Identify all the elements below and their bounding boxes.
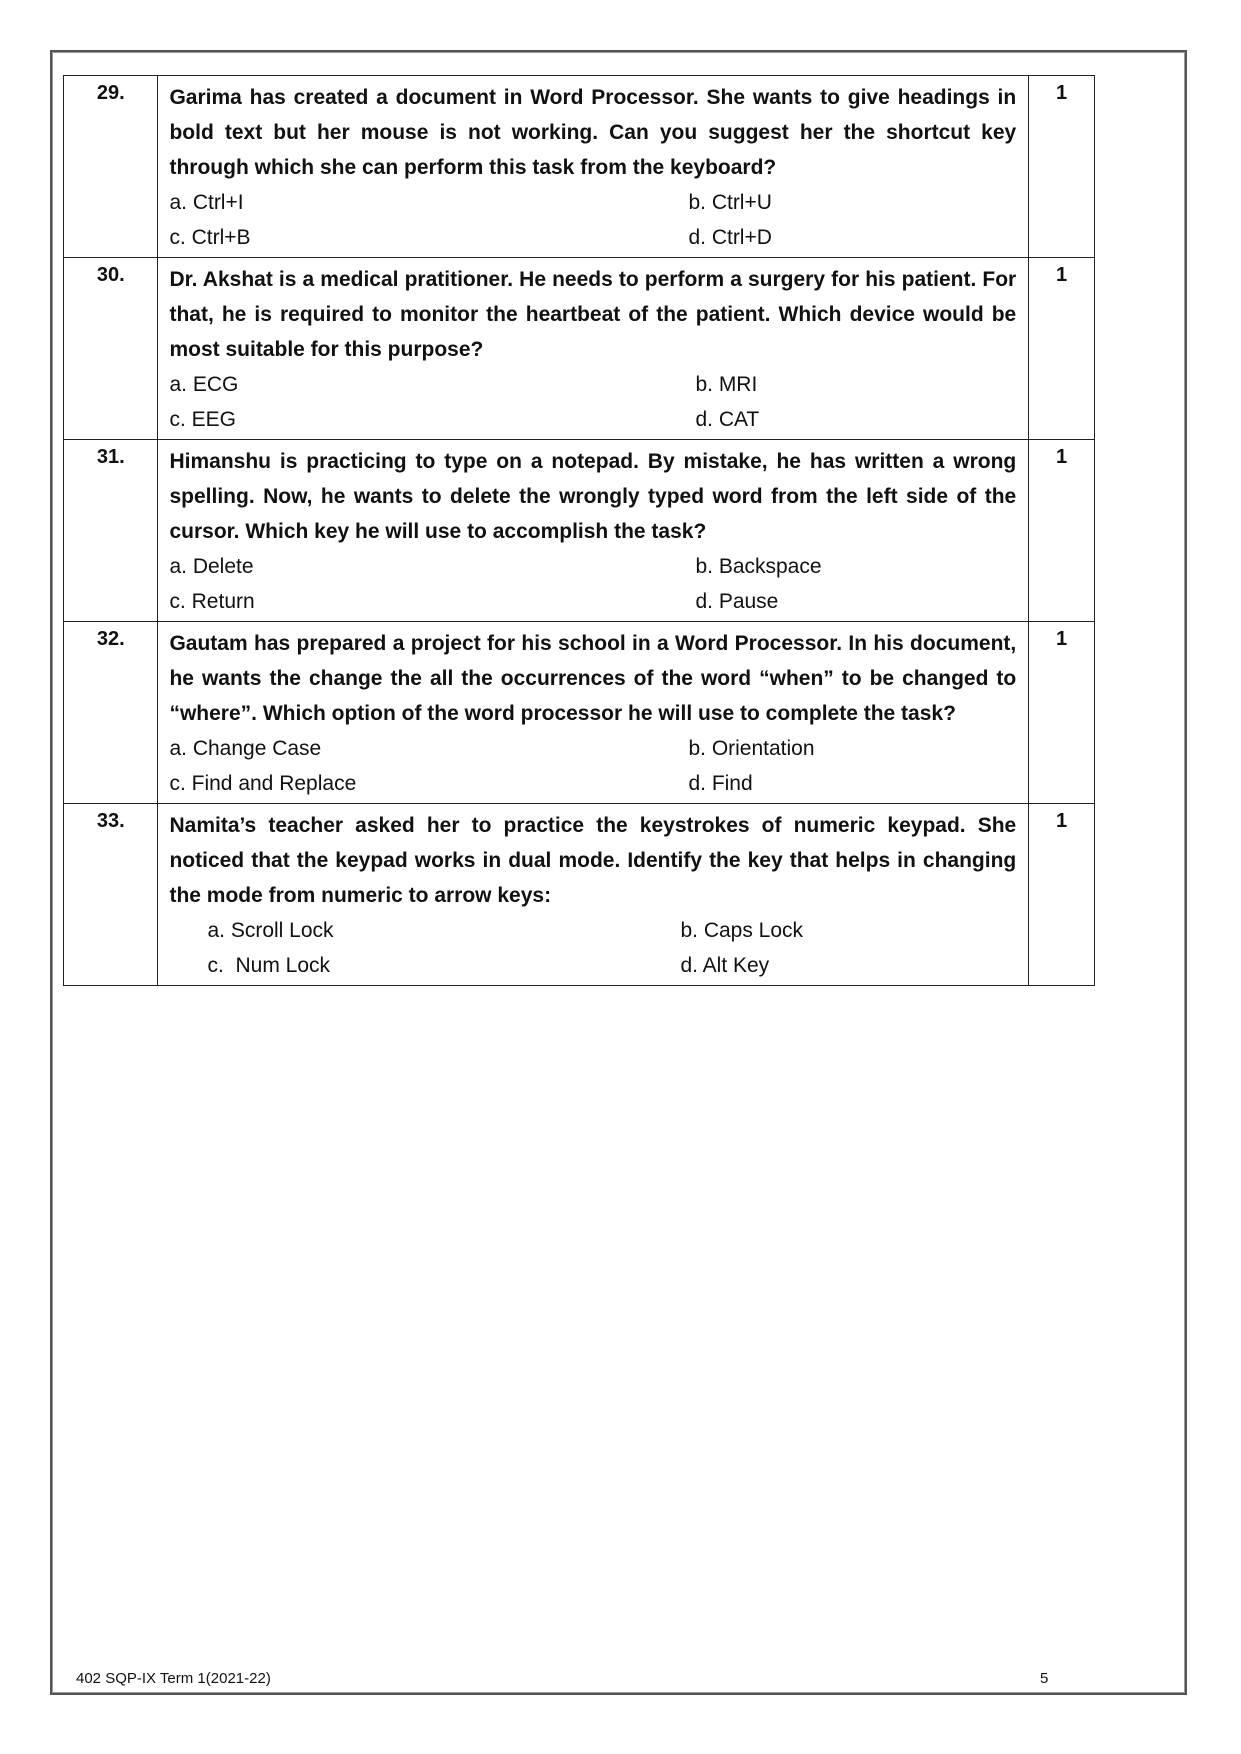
option-d: d. Alt Key	[680, 954, 770, 977]
question-text: Garima has created a document in Word Processor. She wants to give headings in bold text but her mouse is not working. Can you suggest her the shortcut key through which she can perform this task from the keyboard?	[169, 86, 1017, 179]
option-d: d. Ctrl+D	[688, 226, 772, 249]
option-c: c. Num Lock	[207, 954, 331, 977]
question-number: 30.	[64, 258, 158, 440]
question-body	[158, 622, 1029, 804]
option-a: a. ECG	[169, 373, 239, 396]
question-marks: 1	[1029, 440, 1095, 622]
question-row-33	[64, 804, 1095, 986]
option-c: c. Ctrl+B	[169, 226, 251, 249]
option-a: a. Ctrl+I	[169, 191, 244, 214]
options-grid	[169, 731, 1016, 801]
option-b: b. Ctrl+U	[688, 191, 772, 214]
question-row-31	[64, 440, 1095, 622]
question-body	[158, 258, 1029, 440]
options-grid	[169, 913, 1016, 983]
option-b: b. Caps Lock	[680, 919, 804, 942]
options-grid	[169, 549, 1016, 619]
questions-table	[63, 75, 1095, 986]
option-c: c. EEG	[169, 408, 236, 431]
option-c: c. Return	[169, 590, 255, 613]
option-a: a. Delete	[169, 555, 254, 578]
question-body	[158, 804, 1029, 986]
option-d: d. Find	[688, 772, 753, 795]
question-text: Gautam has prepared a project for his school in a Word Processor. In his document, he wants the change the all the occurrences of the word “when” to be changed to “where”. Which option of the word processor he will use to complete the task?	[169, 632, 1017, 725]
option-a: a. Change Case	[169, 737, 322, 760]
options-grid	[169, 185, 1016, 255]
question-marks: 1	[1029, 622, 1095, 804]
question-marks: 1	[1029, 258, 1095, 440]
question-number: 32.	[64, 622, 158, 804]
option-d: d. CAT	[695, 408, 760, 431]
footer-page-number: 5	[1040, 1670, 1049, 1687]
question-text: Namita’s teacher asked her to practice the keystrokes of numeric keypad. She noticed that the keypad works in dual mode. Identify the key that helps in changing the mode from numeric to arrow keys:	[169, 814, 1017, 907]
question-number: 33.	[64, 804, 158, 986]
option-b: b. Orientation	[688, 737, 815, 760]
question-body	[158, 440, 1029, 622]
footer-paper-code: 402 SQP-IX Term 1(2021-22)	[76, 1670, 271, 1687]
option-d: d. Pause	[695, 590, 779, 613]
option-c: c. Find and Replace	[169, 772, 357, 795]
option-a: a. Scroll Lock	[207, 919, 334, 942]
question-marks: 1	[1029, 76, 1095, 258]
question-body	[158, 76, 1029, 258]
options-grid	[169, 367, 1016, 437]
question-number: 29.	[64, 76, 158, 258]
question-text: Himanshu is practicing to type on a notepad. By mistake, he has written a wrong spelling. Now, he wants to delete the wrongly typed word from the left side of the cursor. Which key he will use to accomplish the task?	[169, 450, 1017, 543]
question-number: 31.	[64, 440, 158, 622]
question-row-30	[64, 258, 1095, 440]
question-marks: 1	[1029, 804, 1095, 986]
question-row-29	[64, 76, 1095, 258]
option-b: b. MRI	[695, 373, 758, 396]
question-row-32	[64, 622, 1095, 804]
question-text: Dr. Akshat is a medical pratitioner. He needs to perform a surgery for his patient. For that, he is required to monitor the heartbeat of the patient. Which device would be most suitable for this purpose?	[169, 268, 1017, 361]
option-b: b. Backspace	[695, 555, 822, 578]
